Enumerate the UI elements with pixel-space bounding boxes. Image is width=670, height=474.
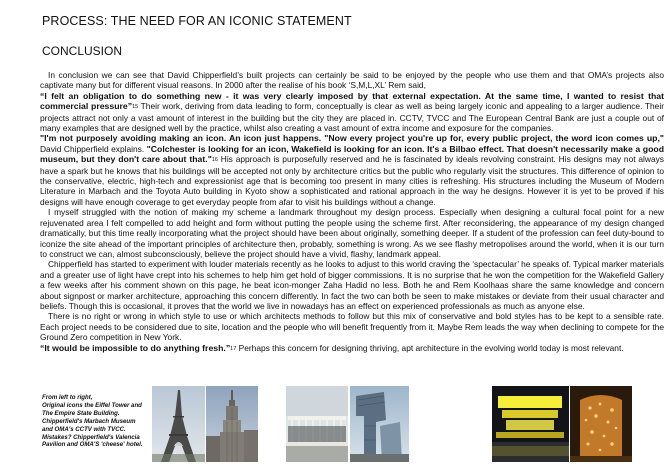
- paragraph-2: [40, 133, 664, 207]
- empire-state-building-photo: [206, 386, 258, 462]
- cctv-tvcc-photo: [350, 386, 409, 462]
- paragraph-4: Chipperfield has started to experiment with louder materials recently as he looks to adjust to this world craving the ‘spectacular’ he speaks of. Typical marker materials and a greater use of light have crept into his schemes to help him get hold of bigger commissions. It is no surprise that he won the competition for the Wakefield Gallery a few weeks after his comment shown on this page, he beat icon-monger Zaha Hadid no less. Both he and Rem Koolhaas share the same knowledge and concern about signpost or marker architecture, approaching this concern differently. In fact the two can both be seen to make mistakes or deviate from their usual character and beliefs. Though this is occasional, it proves that the world we live in nowadays has an effect on experienced professionals as much as anyone else.: [40, 259, 664, 311]
- section-heading: CONCLUSION: [42, 44, 123, 58]
- paragraph-3: I myself struggled with the notion of making my scheme a landmark throughout my design process. Especially when designing a cultural focal point for a new rejuvenated area I felt compelled to add height and form without putting the people using the scheme first. After reconsidering, the appearance of my design changed dramatically, but this time really incorporating what the project should have been about originally, something deeper. If a student of the profession can feel duty-bound to iconize the site ahead of the important principles of architecture then, probably, something is wrong. As we see flashy metropolises around the world, when it is our turn to construct we can, almost subconsciously, believe the project should have a vivid, flashy, landmark appeal.: [40, 207, 664, 259]
- caption-line: Mistakes? Chipperfield's Valencia: [42, 433, 140, 441]
- caption-line: The Empire State Building.: [42, 409, 120, 417]
- cheese-hotel-photo: [570, 386, 632, 462]
- chipperfield-quote-2: "Colchester is looking for an icon, Wakefield is looking for an icon. It's a Bilbao effect. That doesn't necessarily make a good museum, but they don't care about that.": [40, 143, 665, 165]
- paragraph-1-intro: In conclusion we can see that David Chipperfield’s built projects can certainly be said to be enjoyed by the people who use them and that OMA’s projects also captivate many but for different visual reasons. In 2000 after the realise of his book ‘S,M,L,XL’ Rem said,: [40, 70, 664, 91]
- valencia-pavilion-photo: [492, 386, 569, 462]
- chipperfield-quote-1: "I'm not purposely avoiding making an icon. An icon just happens. "Now every project you're up for, every public project, the word icon comes up,": [40, 133, 664, 144]
- koolhaas-quote: “I felt an obligation to do something new - it was very clearly imposed by that external expectation. At the same time, I wanted to resist that commercial pressure”: [40, 90, 664, 112]
- marbach-museum-photo: [286, 386, 348, 462]
- image-caption: [42, 394, 152, 449]
- body-text: [40, 70, 664, 354]
- paragraph-2-mid: David Chipperfield explains.: [40, 143, 147, 154]
- paragraph-6-rest: Perhaps this concern for designing thriving, apt architecture in the evolving world today is most relevant.: [236, 342, 624, 353]
- paragraph-6: [40, 343, 664, 354]
- eiffel-tower-photo: [152, 386, 205, 462]
- paragraph-1: [40, 70, 664, 133]
- paragraph-1-rest: Their work, deriving from data leading to form, conceptually is clear as well as being largely iconic and appealing to a larger audience. Their projects attract not only a vast amount of interest in the building but the city they are placed in. CCTV, TVCC and The European Central Bank are just a couple out of many examples that are designed well by the practice, whilst also creating a vast amount of extra income and exposure for the companies.: [40, 101, 664, 134]
- footnote-16: 16: [211, 157, 218, 164]
- caption-line: From left to right,: [42, 394, 93, 401]
- caption-line: and OMA's CCTV with TVCC.: [42, 425, 126, 433]
- page-title: PROCESS: THE NEED FOR AN ICONIC STATEMENT: [42, 14, 352, 28]
- ground-zero-quote: “It would be impossible to do anything fresh.”: [40, 342, 231, 353]
- caption-line: Chipperfield's Marbach Museum: [42, 417, 136, 425]
- caption-line: Pavilion and OMA'S 'cheese' hotel.: [42, 441, 143, 449]
- paragraph-5: There is no right or wrong in which style to use or which architects methods to follow but this mix of conservative and bold styles has to be kept to a sensible rate. Each project needs to be considered due to site, location and the people who will benefit frequently from it. Maybe Rem leads the way when declining to compete for the Ground Zero competition in New York.: [40, 311, 664, 343]
- caption-line: Original icons the Eiffel Tower and: [42, 401, 142, 409]
- footnote-15: 15: [132, 104, 139, 111]
- paragraph-2-rest: His approach is purposefully reserved and he is fascinated by ideals revolving constraint. His designs may not always have a spark but he knows that his buildings will be accepted not only by architecture critics but the public who regularly visit the structures. This difference of opinion to the conservative, electric, high-tech and expressionist age that is becoming too present in many cities is refreshing. His structures including the Museum of Modern Literature in Marbach and the Toyota Auto building in Kyoto show a sophisticated and rational approach in the way he designs. However it is yet to be proved if his designs will have enough coverage to get everyday people from afar to visit his buildings without a change.: [40, 154, 664, 207]
- footnote-17: 17: [230, 345, 237, 352]
